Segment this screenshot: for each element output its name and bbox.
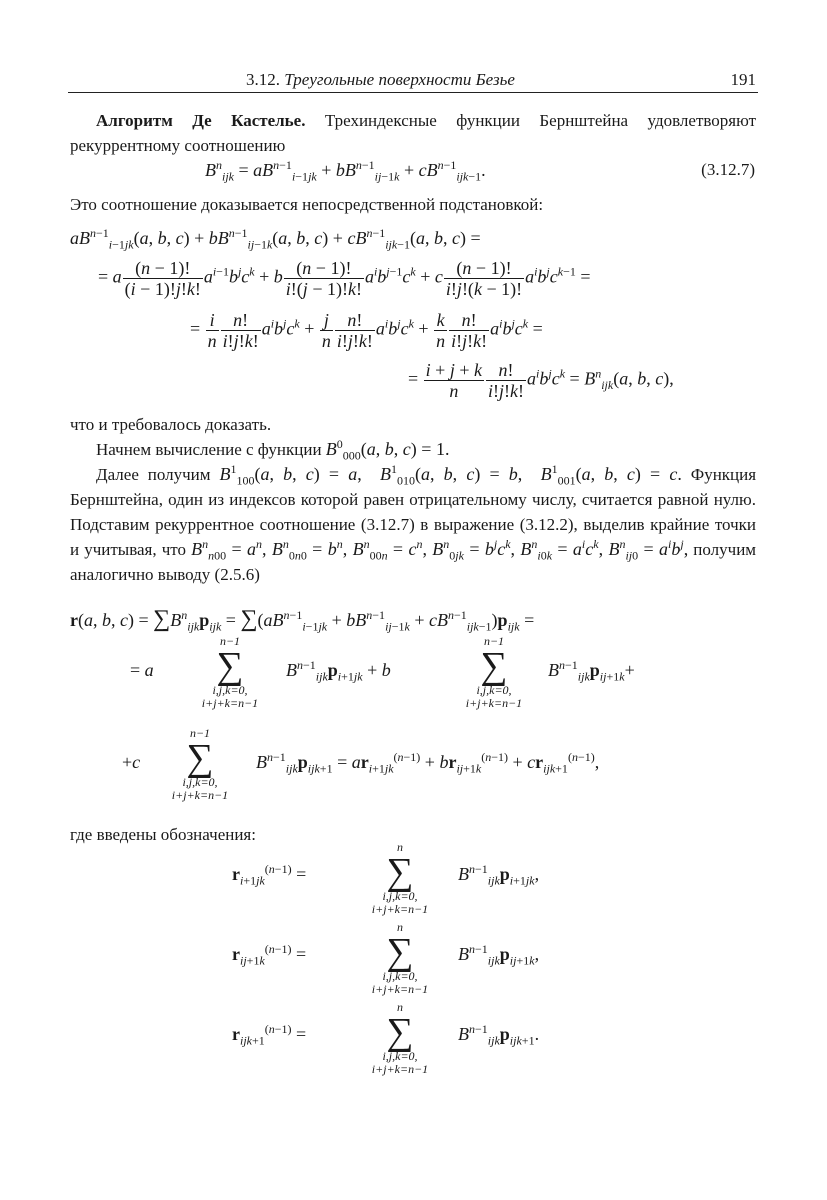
running-header: [68, 62, 758, 93]
section-number: 3.12.: [246, 70, 280, 89]
surface-eq-term-2: $B^{n-1}_{ijk}p_{ij+1k}+$: [548, 658, 635, 684]
sum-symbol-1: n−1 ∑ i,j,k=0, i+j+k=n−1: [201, 634, 259, 710]
notation-r2-rhs: $B^{n-1}_{ijk}p_{ij+1k}$,: [458, 942, 540, 968]
surface-eq-c: +c: [122, 752, 141, 772]
sum-symbol-6: n ∑ i,j,k=0, i+j+k=n−1: [371, 1000, 429, 1076]
notation-r1-lhs: $r_{i+1jk}^{(n-1)}$ =: [232, 862, 307, 888]
notation-r2-lhs: $r_{ij+1k}^{(n-1)}$ =: [232, 942, 307, 968]
notation-r3-lhs: $r_{ijk+1}^{(n-1)}$ =: [232, 1022, 307, 1048]
algorithm-title: Алгоритм Де Кастелье.: [96, 111, 306, 130]
notation-intro: где введены обозначения:: [70, 825, 256, 844]
start-paragraph: Начнем вычисление с функции $B^0_{000}(a$, b, c) = 1.: [96, 437, 450, 463]
intro-paragraph: [70, 108, 756, 158]
surface-eq-term-3: $B^{n-1}_{ijk}p_{ijk+1} = ar_{i+1jk}^{(n-1)} + br_{ij+1k}^{(n-1)} + cr_{ijk+1}^{(n-1)}$,: [256, 750, 600, 776]
header-title: [246, 70, 515, 90]
sum-symbol-5: n ∑ i,j,k=0, i+j+k=n−1: [371, 920, 429, 996]
further-paragraph: Далее получим $B^1_{100}(a$, b, c) = a, $B^1_{010}(a$, b, c) = b, $B^1_{001}(a$, b, c) = c. Функция Бернштейна, один из индексов которой равен отрицательному числу, считается равной нулю. Подставим рекуррентное соотношение (3.12.7) в выражение (3.12.2), выделив крайние точки и учитывая, что $B^n_{n00} = a^n$, $B^n_{0n0} = b^n$, $B^n_{00n} = c^n$, $B^n_{0jk} = b^jc^k$, $B^n_{i0k} = a^ic^k$, $B^n_{ij0} = a^ib^j$, получим аналогично выводу (2.5.6): [70, 462, 757, 584]
proof-intro: Это соотношение доказывается непосредственной подстановкой:: [70, 195, 544, 214]
proof-line-4: = $\frac{i + j + k}{n}$ $\frac{n!}{i!j!k!}$ $a^ib^jc^k = B^n_{ijk}(a$, b, c),: [408, 360, 674, 401]
proof-line-3: = $\frac{i}{n}$ $\frac{n!}{i!j!k!}$ $a^ib^jc^k$ + $\frac{j}{n}$ $\frac{n!}{i!j!k!}$ $a^ib^jc^k$ + $\frac{k}{n}$ $\frac{n!}{i!j!k!}$ $a^ib^jc^k$ =: [190, 310, 543, 351]
notation-r1-rhs: $B^{n-1}_{ijk}p_{i+1jk}$,: [458, 862, 540, 888]
equation-3-12-7: $B^n_{ijk} = aB^{n-1}_{i-1jk} + bB^{n-1}_{ij-1k} + cB^{n-1}_{ijk-1}$.: [205, 158, 486, 184]
surface-eq-a: = a: [130, 660, 154, 680]
further-text-1: Далее получим: [96, 465, 211, 484]
equation-label: (3.12.7): [701, 160, 755, 179]
start-text: Начнем вычисление с функции: [96, 440, 322, 459]
qed-text: что и требовалось доказать.: [70, 415, 272, 434]
further-text-3: получим аналогично выводу (2.5.6): [70, 540, 757, 584]
section-title: Треугольные поверхности Безье: [284, 70, 515, 89]
sum-symbol-2: n−1 ∑ i,j,k=0, i+j+k=n−1: [465, 634, 523, 710]
surface-eq-term-1: $B^{n-1}_{ijk}p_{i+1jk} + b$: [286, 658, 391, 684]
proof-line-2: = a $\frac{(n - 1)!}{(i - 1)!j!k!}$ $a^{i-1}b^jc^k + b$ $\frac{(n - 1)!}{i!(j - 1)!k!}$ $a^ib^{j-1}c^k + c$ $\frac{(n - 1)!}{i!j!(k - 1)!}$ $a^ib^jc^{k-1}$ =: [98, 258, 591, 299]
further-text-2: Функция Бернштейна, один из индексов которой равен отрицательному числу, считается равной нулю. Подставим рекуррентное соотношение (3.12.7) в выражение (3.12.2), выделив крайние точки и учитывая, что: [70, 465, 757, 559]
sum-symbol-3: n−1 ∑ i,j,k=0, i+j+k=n−1: [171, 726, 229, 802]
notation-r3-rhs: $B^{n-1}_{ijk}p_{ijk+1}$.: [458, 1022, 540, 1048]
sum-symbol-4: n ∑ i,j,k=0, i+j+k=n−1: [371, 840, 429, 916]
intro-text: Трехиндексные функции Бернштейна удовлетворяют рекуррентному соотношению: [70, 111, 757, 155]
proof-line-1: $aB^{n-1}_{i-1jk}(a$, b, $c) + bB^{n-1}_{ij-1k}(a$, b, $c) + cB^{n-1}_{ijk-1}(a$, b, c) =: [70, 226, 481, 252]
page-number: 191: [730, 70, 756, 89]
surface-equation-line-1: r(a, b, $c) = \sum B^n_{ijk}p_{ijk} = \sum(aB^{n-1}_{i-1jk} + bB^{n-1}_{ij-1k} + cB^{n-1}_{ijk-1})p_{ijk}$ =: [70, 606, 535, 634]
